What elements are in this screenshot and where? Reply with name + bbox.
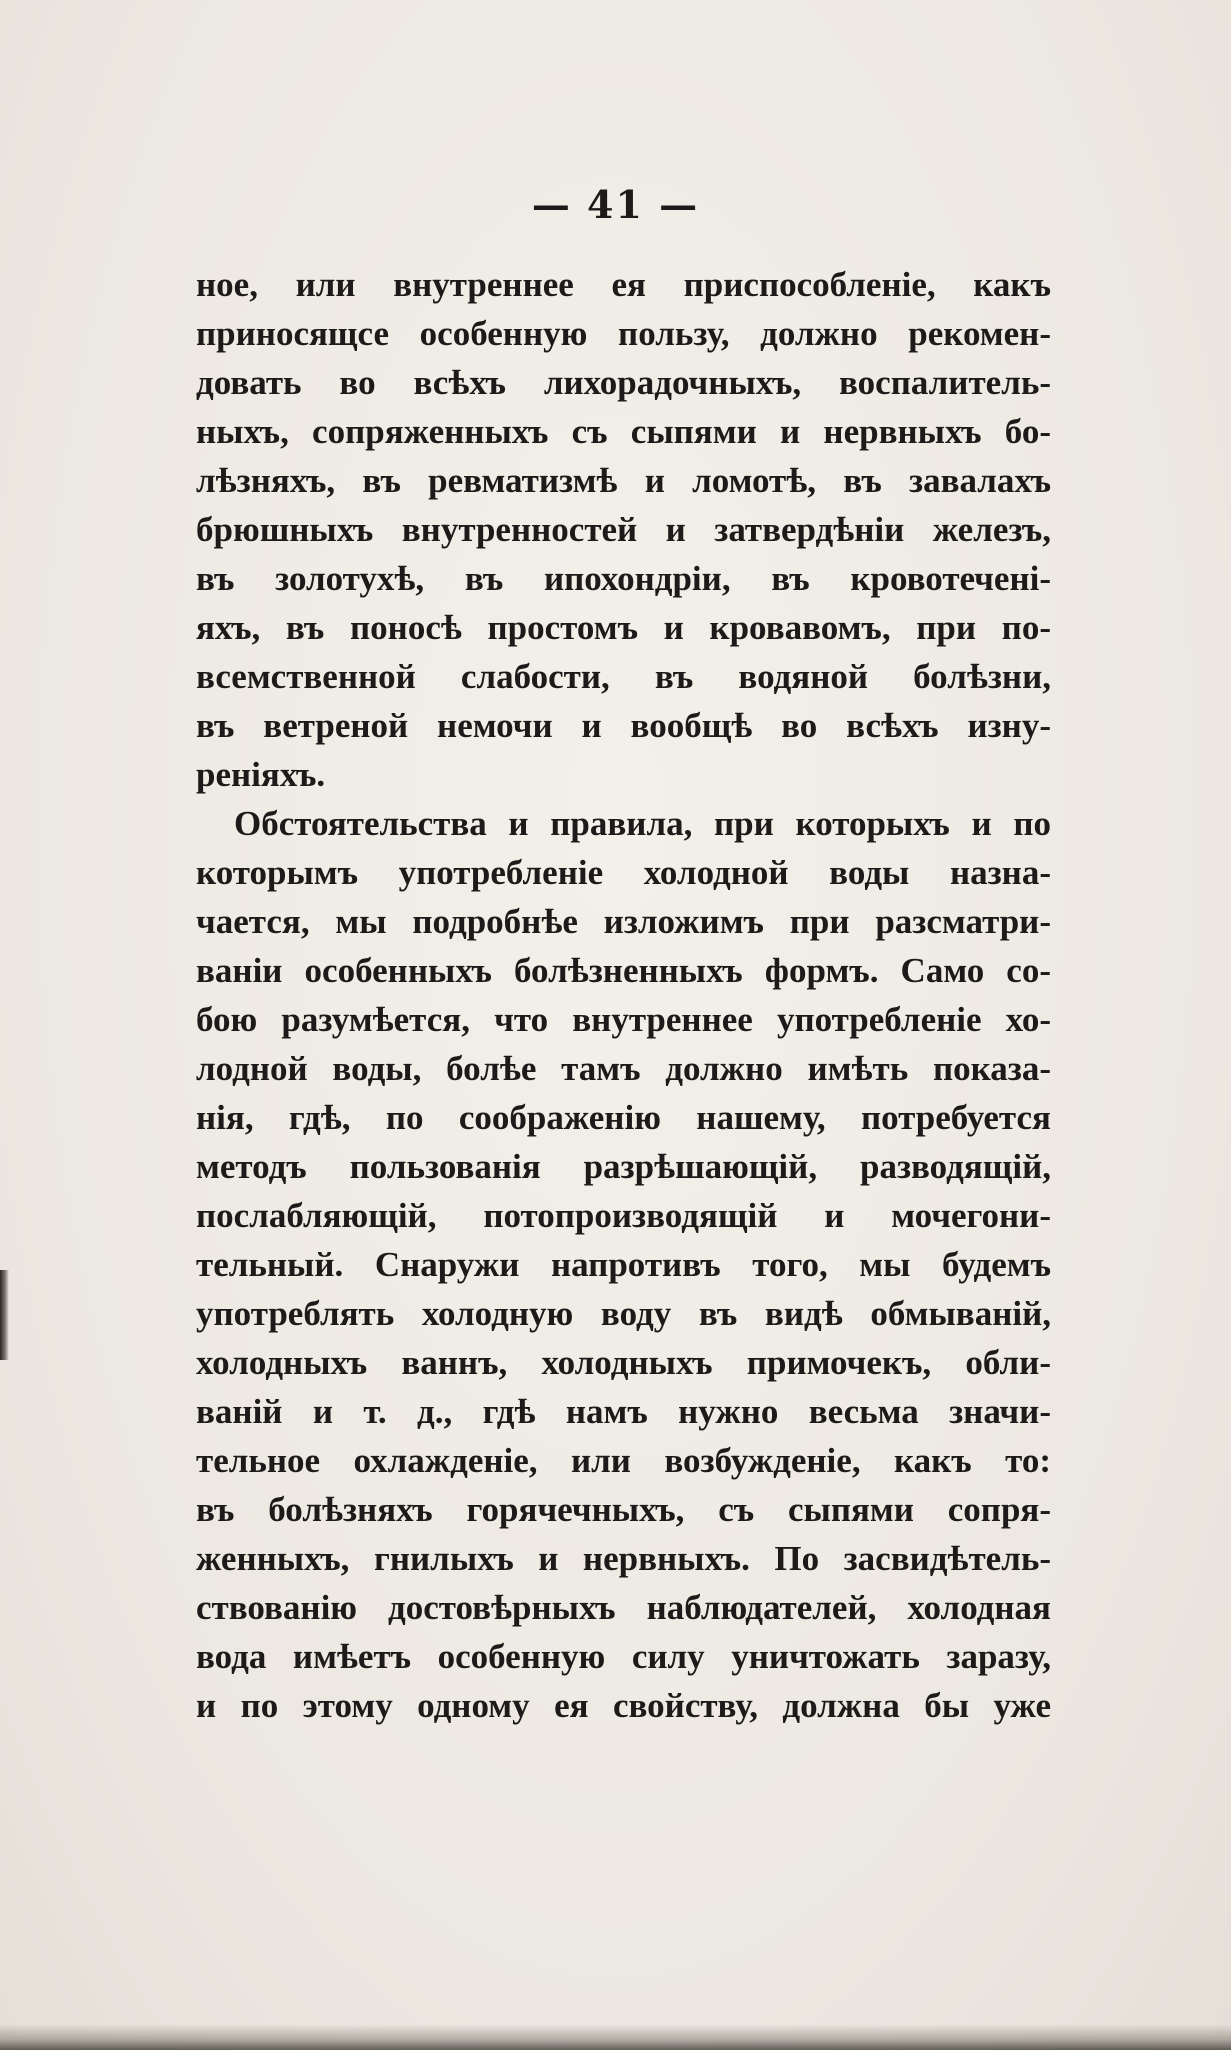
page-number: — 41 — — [531, 182, 700, 227]
text-line: послабляющій, потопроизводящій и мочегони- — [196, 1196, 1051, 1235]
page-body-text — [196, 260, 1051, 1730]
text-line: ныхъ, сопряженныхъ съ сыпями и нервныхъ бо- — [196, 412, 1051, 451]
text-line: реніяхъ. — [196, 755, 326, 794]
text-line: въ ветреной немочи и вообщѣ во всѣхъ изну- — [196, 706, 1051, 745]
text-line: яхъ, въ поносѣ простомъ и кровавомъ, при по- — [196, 608, 1051, 647]
text-line: женныхъ, гнилыхъ и нервныхъ. По засвидѣтель- — [196, 1539, 1051, 1578]
paragraph — [196, 799, 1051, 1730]
text-line: лодной воды, болѣе тамъ должно имѣть показа- — [196, 1049, 1051, 1088]
text-line: Обстоятельства и правила, при которыхъ и по — [234, 804, 1051, 843]
text-line: въ золотухѣ, въ ипохондріи, въ кровотеченi- — [196, 559, 1051, 598]
text-line: ное, или внутреннее ея приспособленіе, какъ — [196, 265, 1051, 304]
text-line: лѣзняхъ, въ ревматизмѣ и ломотѣ, въ завалахъ — [196, 461, 1051, 500]
text-line: ваніи особенныхъ болѣзненныхъ формъ. Само со- — [196, 951, 1051, 990]
text-line: нія, гдѣ, по соображенію нашему, потребуется — [196, 1098, 1051, 1137]
text-line: вода имѣетъ особенную силу уничтожать заразу, — [196, 1637, 1051, 1676]
text-line: и по этому одному ея свойству, должна бы уже — [196, 1686, 1051, 1725]
paragraph — [196, 260, 1051, 799]
text-line: холодныхъ ваннъ, холодныхъ примочекъ, обли- — [196, 1343, 1051, 1382]
text-line: довать во всѣхъ лихорадочныхъ, воспалитель- — [196, 363, 1051, 402]
text-line: чается, мы подробнѣе изложимъ при разсматри- — [196, 902, 1051, 941]
text-line: брюшныхъ внутренностей и затвердѣніи железъ, — [196, 510, 1051, 549]
text-line: ваній и т. д., гдѣ намъ нужно весьма значи- — [196, 1392, 1051, 1431]
text-line: всемственной слабости, въ водяной болѣзни, — [196, 657, 1051, 696]
page-bottom-shadow — [0, 2024, 1231, 2050]
text-line: ствованію достовѣрныхъ наблюдателей, холодная — [196, 1588, 1051, 1627]
text-line: методъ пользованія разрѣшающій, разводящій, — [196, 1147, 1051, 1186]
page-edge-shadow — [0, 1270, 9, 1360]
text-line: тельный. Снаружи напротивъ того, мы будемъ — [196, 1245, 1051, 1284]
text-line: приносящсе особенную пользу, должно рекомен- — [196, 314, 1051, 353]
text-line: въ болѣзняхъ горячечныхъ, съ сыпями сопря- — [196, 1490, 1051, 1529]
text-line: которымъ употребленіе холодной воды назна- — [196, 853, 1051, 892]
text-line: бою разумѣется, что внутреннее употребленіе хо- — [196, 1000, 1051, 1039]
text-line: тельное охлажденіе, или возбужденіе, какъ то: — [196, 1441, 1051, 1480]
text-line: употреблять холодную воду въ видѣ обмываній, — [196, 1294, 1051, 1333]
